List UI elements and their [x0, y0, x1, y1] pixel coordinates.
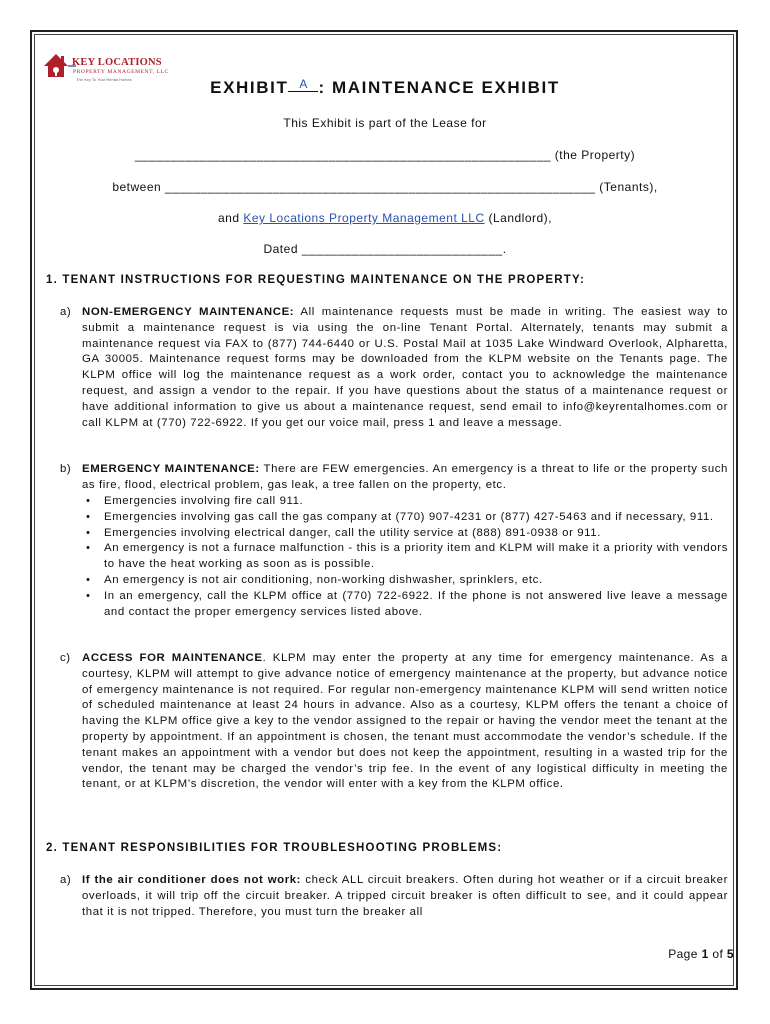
item-text: There are FEW emergencies. An emergency is a threat to life or the property such as fire, flood, electrical problem, gas leak, a tree fallen on the property, etc. — [82, 463, 728, 491]
dated-line[interactable]: Dated ____________________________. — [263, 242, 507, 256]
intro-line: This Exhibit is part of the Lease for — [283, 116, 487, 130]
air-conditioner-paragraph — [60, 873, 728, 920]
landlord-suffix: (Landlord), — [484, 211, 553, 225]
logo-subtitle: PROPERTY MANAGEMENT, LLC — [73, 69, 169, 75]
title-prefix: EXHIBIT — [210, 78, 289, 97]
title-suffix: : MAINTENANCE EXHIBIT — [318, 78, 560, 97]
item-title: NON-EMERGENCY MAINTENANCE: — [82, 306, 295, 318]
tenants-line[interactable]: between ____________________________________________________________ (Tenants), — [112, 180, 658, 194]
item-text: All maintenance requests must be made in writing. The easiest way to submit a maintenance request is via using the on-line Tenant Portal. Alternately, tenants may submit a maintenance request via FAX to (877) 744-6440 or U.S. Postal Mail at 1035 Lake Windward Overlook, Alpharetta, GA 30005. Maintenance request forms may be downloaded from the KLPM website on the Tenants page. The KLPM office will log the maintenance request as a work order, contact you to acknowledge the maintenance request, and assign a vendor to the repair. If you have questions about the status of a maintenance request or have additional information to give us about a maintenance request, send email to info@keyrentalhomes.com or call KLPM at (770) 722-6922. If you get our voice mail, press 1 and leave a message. — [82, 306, 728, 429]
item-title: EMERGENCY MAINTENANCE: — [82, 463, 260, 475]
page-number — [668, 947, 734, 961]
logo-name: KEY LOCATIONS — [72, 57, 162, 68]
item-title: ACCESS FOR MAINTENANCE — [82, 652, 263, 664]
exhibit-letter-field[interactable]: A — [288, 77, 318, 92]
logo-tagline: The Key To Your Rental Homes — [76, 77, 132, 82]
list-item: • An emergency is not a furnace malfunction - this is a priority item and KLPM will make it a priority with vendors to have the heat working as soon as is possible. — [82, 541, 728, 573]
total-pages: 5 — [726, 947, 734, 961]
list-item: • In an emergency, call the KLPM office at (770) 722-6922. If the phone is not answered live leave a message and contact the proper emergency services listed above. — [82, 589, 728, 621]
page-title — [0, 78, 770, 98]
emergency-paragraph — [60, 462, 728, 494]
current-page: 1 — [701, 947, 709, 961]
emergency-bullet-list — [82, 494, 728, 620]
list-item: • An emergency is not air conditioning, non-working dishwasher, sprinklers, etc. — [82, 573, 728, 589]
item-text: check ALL circuit breakers. Often during hot weather or if a circuit breaker overloads, it will trip off the circuit breaker. A tripped circuit breaker is often difficult to see, and it could appear that it is not tripped. Therefore, you must turn the breaker all — [82, 874, 728, 918]
property-line[interactable]: __________________________________________________________ (the Property) — [134, 148, 636, 162]
list-item: • Emergencies involving gas call the gas company at (770) 907-4231 or (877) 427-5463 and if necessary, 911. — [82, 510, 728, 526]
non-emergency-paragraph — [60, 305, 728, 431]
list-item: • Emergencies involving fire call 911. — [82, 494, 728, 510]
section1-heading: 1. TENANT INSTRUCTIONS FOR REQUESTING MAINTENANCE ON THE PROPERTY: — [46, 274, 586, 286]
item-label: b) — [60, 463, 72, 475]
landlord-line — [0, 211, 770, 225]
landlord-link[interactable]: Key Locations Property Management LLC — [243, 211, 485, 225]
item-label: a) — [60, 874, 72, 886]
landlord-prefix: and — [217, 211, 244, 225]
page-word: Page — [668, 947, 698, 961]
item-title: If the air conditioner does not work: — [82, 874, 302, 886]
section2-heading: 2. TENANT RESPONSIBILITIES FOR TROUBLESHOOTING PROBLEMS: — [46, 842, 503, 854]
item-label: a) — [60, 306, 72, 318]
item-text: . KLPM may enter the property at any time for emergency maintenance. As a courtesy, KLPM will attempt to give advance notice of emergency maintenance at the property, but advance notice of emergency maintenance is not required. For regular non-emergency maintenance KLPM will send written notice of scheduled maintenance at least 24 hours in advance. Also as a courtesy, KLPM offers the tenant a choice of having the KLPM office give a key to the vendor assigned to the repair or having the vendor meet the tenant at the property by appointment. If an appointment is chosen, the tenant must accommodate the vendor’s schedule. If the tenant makes an appointment with a vendor but does not keep the appointment, resulting in a wasted trip for the vendor, the tenant may be charged the vendor’s trip fee. In the event of any logistical difficulty in meeting the tenant, or at KLPM’s discretion, the vendor will enter with a key from the KLPM office. — [82, 652, 728, 791]
list-item: • Emergencies involving electrical danger, call the utility service at (888) 891-0938 or 911. — [82, 526, 728, 542]
access-paragraph — [60, 651, 728, 793]
item-label: c) — [60, 652, 71, 664]
of-word: of — [712, 947, 724, 961]
